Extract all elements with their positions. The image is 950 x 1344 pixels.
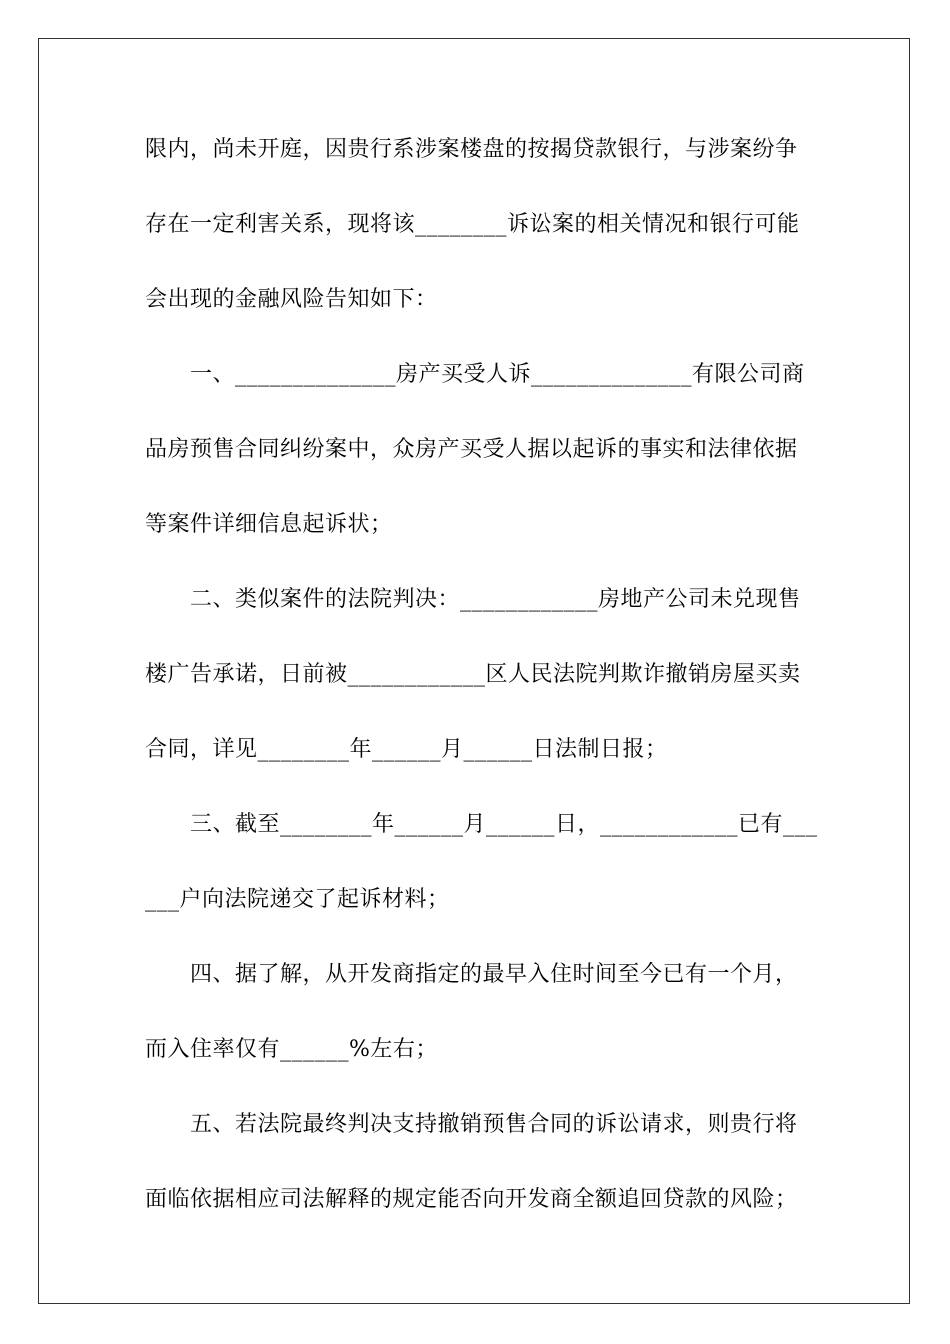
text-line-8: 楼广告承诺，日前被____________区人民法院判欺诈撤销房屋买卖: [145, 662, 801, 687]
text-line-7: 二、类似案件的法院判决：____________房地产公司未兑现售: [190, 587, 801, 612]
text-line-6: 等案件详细信息起诉状；: [145, 512, 393, 537]
text-line-4: 一、______________房产买受人诉______________有限公司商: [190, 362, 805, 387]
text-line-12: 四、据了解，从开发商指定的最早入住时间至今已有一个月，: [190, 962, 798, 987]
text-line-15: 面临依据相应司法解释的规定能否向开发商全额追回贷款的风险；: [145, 1187, 798, 1212]
text-line-14: 五、若法院最终判决支持撤销预售合同的诉讼请求，则贵行将: [190, 1112, 798, 1137]
text-line-13: 而入住率仅有______%左右；: [145, 1037, 438, 1062]
text-line-3: 会出现的金融风险告知如下：: [145, 287, 438, 312]
text-line-9: 合同，详见________年______月______日法制日报；: [145, 737, 668, 762]
text-line-11: ___户向法院递交了起诉材料；: [145, 887, 450, 912]
text-line-1: 限内，尚未开庭，因贵行系涉案楼盘的按揭贷款银行，与涉案纷争: [145, 137, 798, 162]
text-line-10: 三、截至________年______月______日，____________已有___: [190, 812, 818, 837]
text-line-5: 品房预售合同纠纷案中，众房产买受人据以起诉的事实和法律依据: [145, 437, 798, 462]
text-line-2: 存在一定利害关系，现将该________诉讼案的相关情况和银行可能: [145, 212, 800, 237]
